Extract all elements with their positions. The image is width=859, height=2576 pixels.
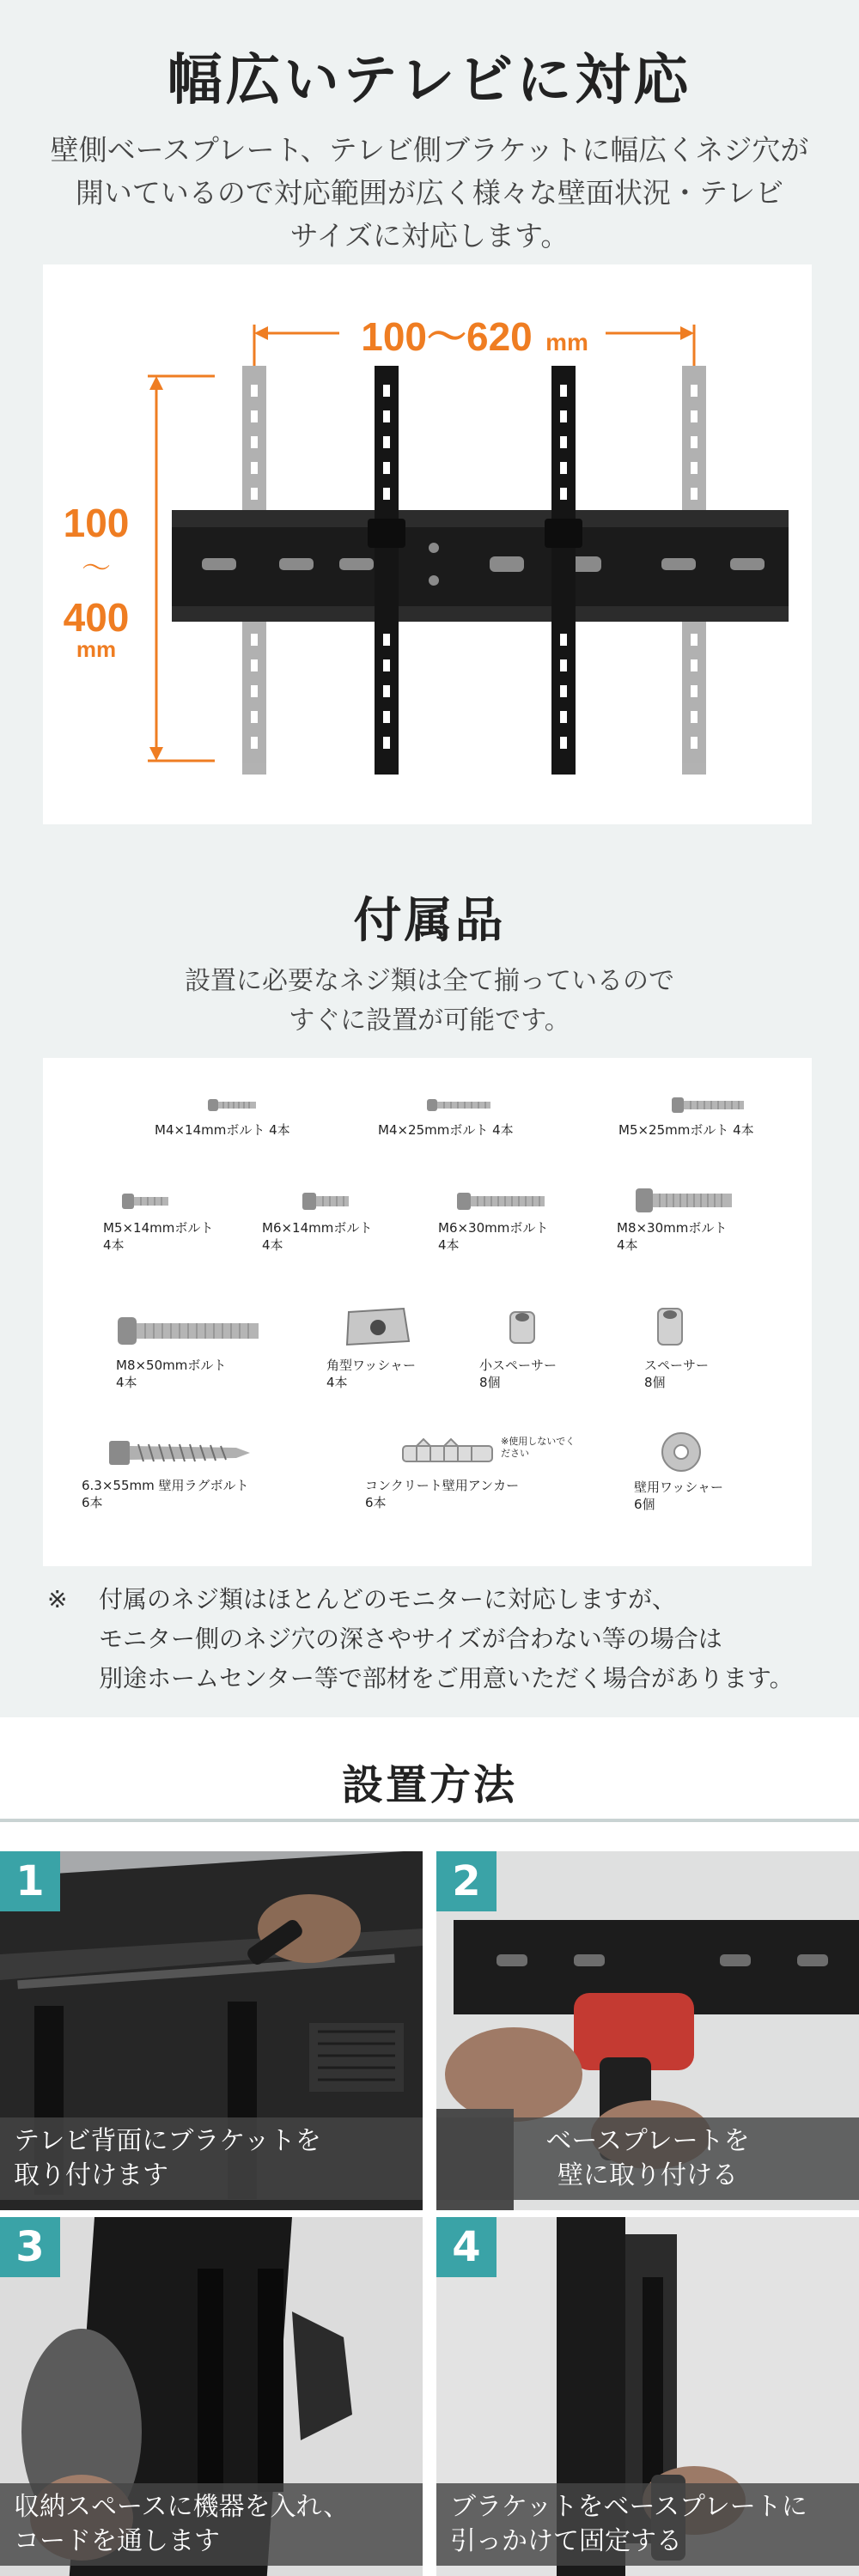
parts-panel xyxy=(43,1058,812,1566)
step-caption-line: ベースプレートを xyxy=(545,2126,750,2156)
accessories-intro xyxy=(0,962,859,1041)
bolt-icon xyxy=(116,1314,262,1348)
step-caption-line: 壁に取り付ける xyxy=(557,2160,738,2190)
step-caption xyxy=(0,2117,423,2200)
step-caption xyxy=(436,2117,859,2200)
section-divider xyxy=(0,1819,859,1822)
step-card xyxy=(436,2217,859,2576)
bolt-icon xyxy=(634,1185,737,1216)
feature-title: 幅広いテレビに対応 xyxy=(167,49,692,112)
bolt-icon xyxy=(670,1092,747,1118)
feature-intro xyxy=(0,129,859,258)
note-line: 付属のネジ類はほとんどのモニターに対応しますが、 xyxy=(99,1585,677,1613)
step-card xyxy=(0,1851,423,2210)
part-label: 6.3×55mm 壁用ラグボルト xyxy=(82,1478,249,1493)
part-label: M6×30mmボルト xyxy=(438,1220,549,1236)
lag-bolt-icon xyxy=(107,1436,253,1470)
wall-plate xyxy=(172,510,789,622)
step-caption-line: テレビ背面にブラケットを xyxy=(14,2126,321,2156)
wall-plate-top-rail xyxy=(172,510,789,527)
dim-horizontal-unit: mm xyxy=(545,329,588,355)
step-caption xyxy=(436,2483,859,2566)
part-qty: 4本 xyxy=(116,1375,137,1390)
dim-vertical-tilde: ～ xyxy=(82,552,111,585)
part-qty: 6本 xyxy=(82,1495,103,1510)
arrow-right-icon xyxy=(680,326,694,340)
part-label: M5×14mmボルト xyxy=(103,1220,214,1236)
spacer-icon xyxy=(653,1307,687,1350)
bolt-icon xyxy=(301,1188,352,1214)
dim-vertical-top: 100 xyxy=(63,501,130,545)
part-qty: 6本 xyxy=(365,1495,387,1510)
bolt-icon xyxy=(120,1188,172,1214)
dim-horizontal-value: 100～620 xyxy=(361,314,533,359)
part-qty: 4本 xyxy=(326,1375,348,1390)
part-label: M4×14mmボルト 4本 xyxy=(155,1122,290,1138)
part-label: 壁用ワッシャー xyxy=(634,1479,723,1495)
part-label: 小スペーサー xyxy=(479,1358,557,1373)
part-qty: 4本 xyxy=(438,1237,460,1253)
part-label: M6×14mmボルト xyxy=(262,1220,373,1236)
step-caption-line: 引っかけて固定する xyxy=(450,2526,682,2556)
bolt-icon xyxy=(206,1092,258,1118)
note-mark: ※ xyxy=(47,1585,68,1613)
step-caption-line: 取り付けます xyxy=(14,2160,168,2190)
part-qty: 6個 xyxy=(634,1497,655,1512)
bracket-right-hook xyxy=(545,519,582,548)
accessories-title: 付属品 xyxy=(353,893,506,949)
step-caption xyxy=(0,2483,423,2566)
bracket-diagram xyxy=(43,264,812,824)
accessories-intro-line: すぐに設置が可能です。 xyxy=(289,1005,570,1036)
part-label: 角型ワッシャー xyxy=(326,1358,416,1373)
part-qty: 8個 xyxy=(479,1375,501,1390)
part-label: M8×50mmボルト xyxy=(116,1358,227,1373)
step-number: 1 xyxy=(0,1851,60,1911)
anchor-icon xyxy=(399,1436,503,1470)
bracket-diagram-panel xyxy=(43,264,812,824)
step-number: 2 xyxy=(436,1851,497,1911)
step-number: 3 xyxy=(0,2217,60,2277)
part-qty: 4本 xyxy=(617,1237,638,1253)
step-number: 4 xyxy=(436,2217,497,2277)
part-qty: 4本 xyxy=(103,1237,125,1253)
part-qty: 4本 xyxy=(262,1237,283,1253)
note-line: モニター側のネジ穴の深さやサイズが合わない等の場合は xyxy=(99,1625,722,1653)
step-card xyxy=(0,2217,423,2576)
installation-title: 設置方法 xyxy=(341,1761,517,1809)
dim-vertical-bottom: 400 xyxy=(63,595,130,640)
part-note: ※使用しないでください xyxy=(501,1436,576,1459)
wall-plate-bottom-rail xyxy=(172,606,789,622)
square-washer-icon xyxy=(344,1307,412,1350)
part-label: スペーサー xyxy=(644,1358,710,1373)
vent-grille xyxy=(309,2023,404,2092)
part-label: コンクリート壁用アンカー xyxy=(365,1478,520,1493)
arrow-up-icon xyxy=(149,376,163,390)
step-caption-line: ブラケットをベースプレートに xyxy=(450,2492,807,2522)
feature-intro-line: 壁側ベースプレート、テレビ側ブラケットに幅広くネジ穴が xyxy=(50,133,809,167)
bracket-left-hook xyxy=(368,519,405,548)
wall-washer-icon xyxy=(660,1431,703,1473)
note-line: 別途ホームセンター等で部材をご用意いただく場合があります。 xyxy=(99,1664,794,1692)
feature-intro-line: 開いているので対応範囲が広く様々な壁面状況・テレビ xyxy=(75,176,784,210)
step-caption-line: コードを通します xyxy=(14,2526,220,2556)
bolt-icon xyxy=(455,1188,550,1214)
step-caption-line: 収納スペースに機器を入れ、 xyxy=(14,2492,350,2522)
arrow-down-icon xyxy=(149,747,163,761)
part-label: M8×30mmボルト xyxy=(617,1220,728,1236)
bolt-icon xyxy=(425,1092,494,1118)
part-label: M5×25mmボルト 4本 xyxy=(618,1122,754,1138)
horizontal-dimension xyxy=(254,307,694,366)
step-card xyxy=(436,1851,859,2210)
part-qty: 8個 xyxy=(644,1375,666,1390)
accessories-intro-line: 設置に必要なネジ類は全て揃っているので xyxy=(185,966,674,996)
dim-vertical-unit: mm xyxy=(76,636,117,662)
feature-intro-line: サイズに対応します。 xyxy=(289,219,570,252)
arrow-left-icon xyxy=(254,326,268,340)
part-label: M4×25mmボルト 4本 xyxy=(378,1122,514,1138)
small-spacer-icon xyxy=(505,1307,539,1350)
